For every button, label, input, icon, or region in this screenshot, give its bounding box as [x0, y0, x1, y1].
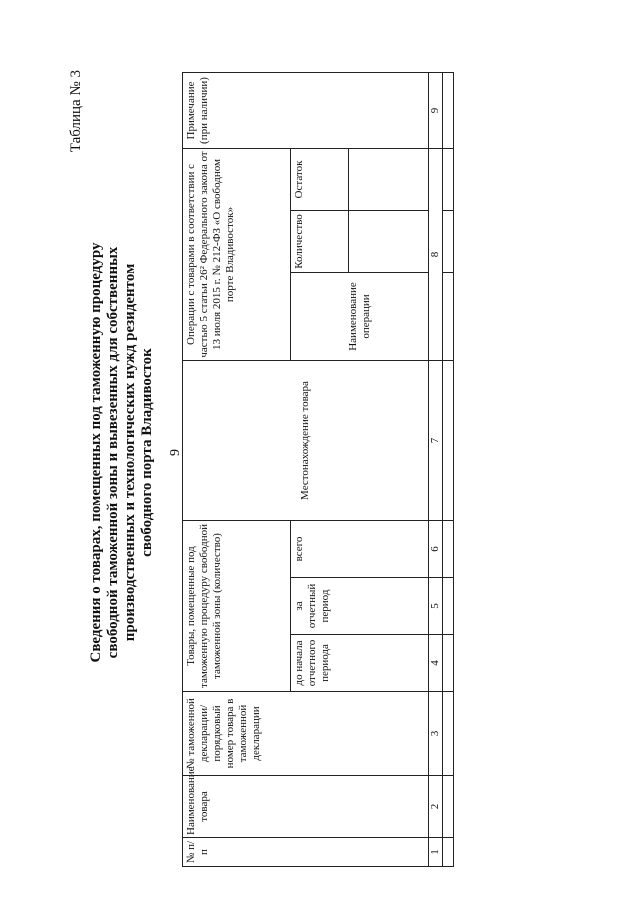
column-number: 3: [429, 692, 443, 776]
table-cell: [443, 578, 454, 635]
table-cell: [443, 211, 454, 273]
header-goods-name: Наименование товара: [183, 776, 429, 838]
table-cell: [443, 838, 454, 867]
table-cell: [443, 776, 454, 838]
column-number: 6: [429, 521, 443, 578]
header-operations-group: Операции с товарами в соответствии с частью 5 статьи 26² Федерального закона от 13 июля 2015 г. № 212-ФЗ «О свободном порте Владивосток»: [183, 148, 291, 360]
table-cell: [443, 273, 454, 361]
header-declaration-number: № таможенной декларации/ порядковый номер товара в таможенной декларации: [183, 692, 429, 776]
table-cell: [443, 72, 454, 148]
column-number: 9: [429, 72, 443, 148]
column-number: 1: [429, 838, 443, 867]
header-goods-for-period: за отчетный период: [291, 578, 429, 635]
title-line: производственных и технологических нужд резидентом: [122, 263, 138, 642]
table-cell: [443, 635, 454, 692]
header-note: Примечание (при наличии): [183, 72, 429, 148]
header-operation-name: Наименование операции: [291, 273, 429, 361]
table-cell: [443, 521, 454, 578]
column-number: 5: [429, 578, 443, 635]
header-operation-quantity: Количество: [291, 211, 349, 273]
table-row: [443, 72, 454, 866]
document-title: [88, 0, 156, 905]
header-remainder-spacer: [349, 148, 429, 210]
column-number: 4: [429, 635, 443, 692]
title-line: свободного порта Владивосток: [139, 348, 155, 557]
header-operation-remainder: Остаток: [291, 148, 349, 210]
table-cell: [443, 692, 454, 776]
goods-table: [182, 72, 454, 867]
header-goods-from-start: до начала отчетного периода: [291, 635, 429, 692]
table-cell: [443, 148, 454, 210]
title-line: свободной таможенной зоны и вывезенных для собственных: [105, 246, 121, 659]
page-number: 9: [168, 449, 183, 456]
header-goods-placed-group: Товары, помещенные под таможенную процедуру свободной таможенной зоны (количество): [183, 521, 291, 692]
header-location: Местонахождение товара: [183, 361, 429, 521]
table-label: Таблица № 3: [68, 70, 84, 153]
column-number: 7: [429, 361, 443, 521]
header-row-number: № п/п: [183, 838, 429, 867]
header-quantity-spacer: [349, 211, 429, 273]
header-goods-total: всего: [291, 521, 429, 578]
column-number: 8: [429, 148, 443, 360]
table-cell: [443, 361, 454, 521]
title-line: Сведения о товарах, помещенных под таможенную процедуру: [88, 242, 104, 663]
column-number: 2: [429, 776, 443, 838]
column-number-row: [429, 72, 443, 866]
